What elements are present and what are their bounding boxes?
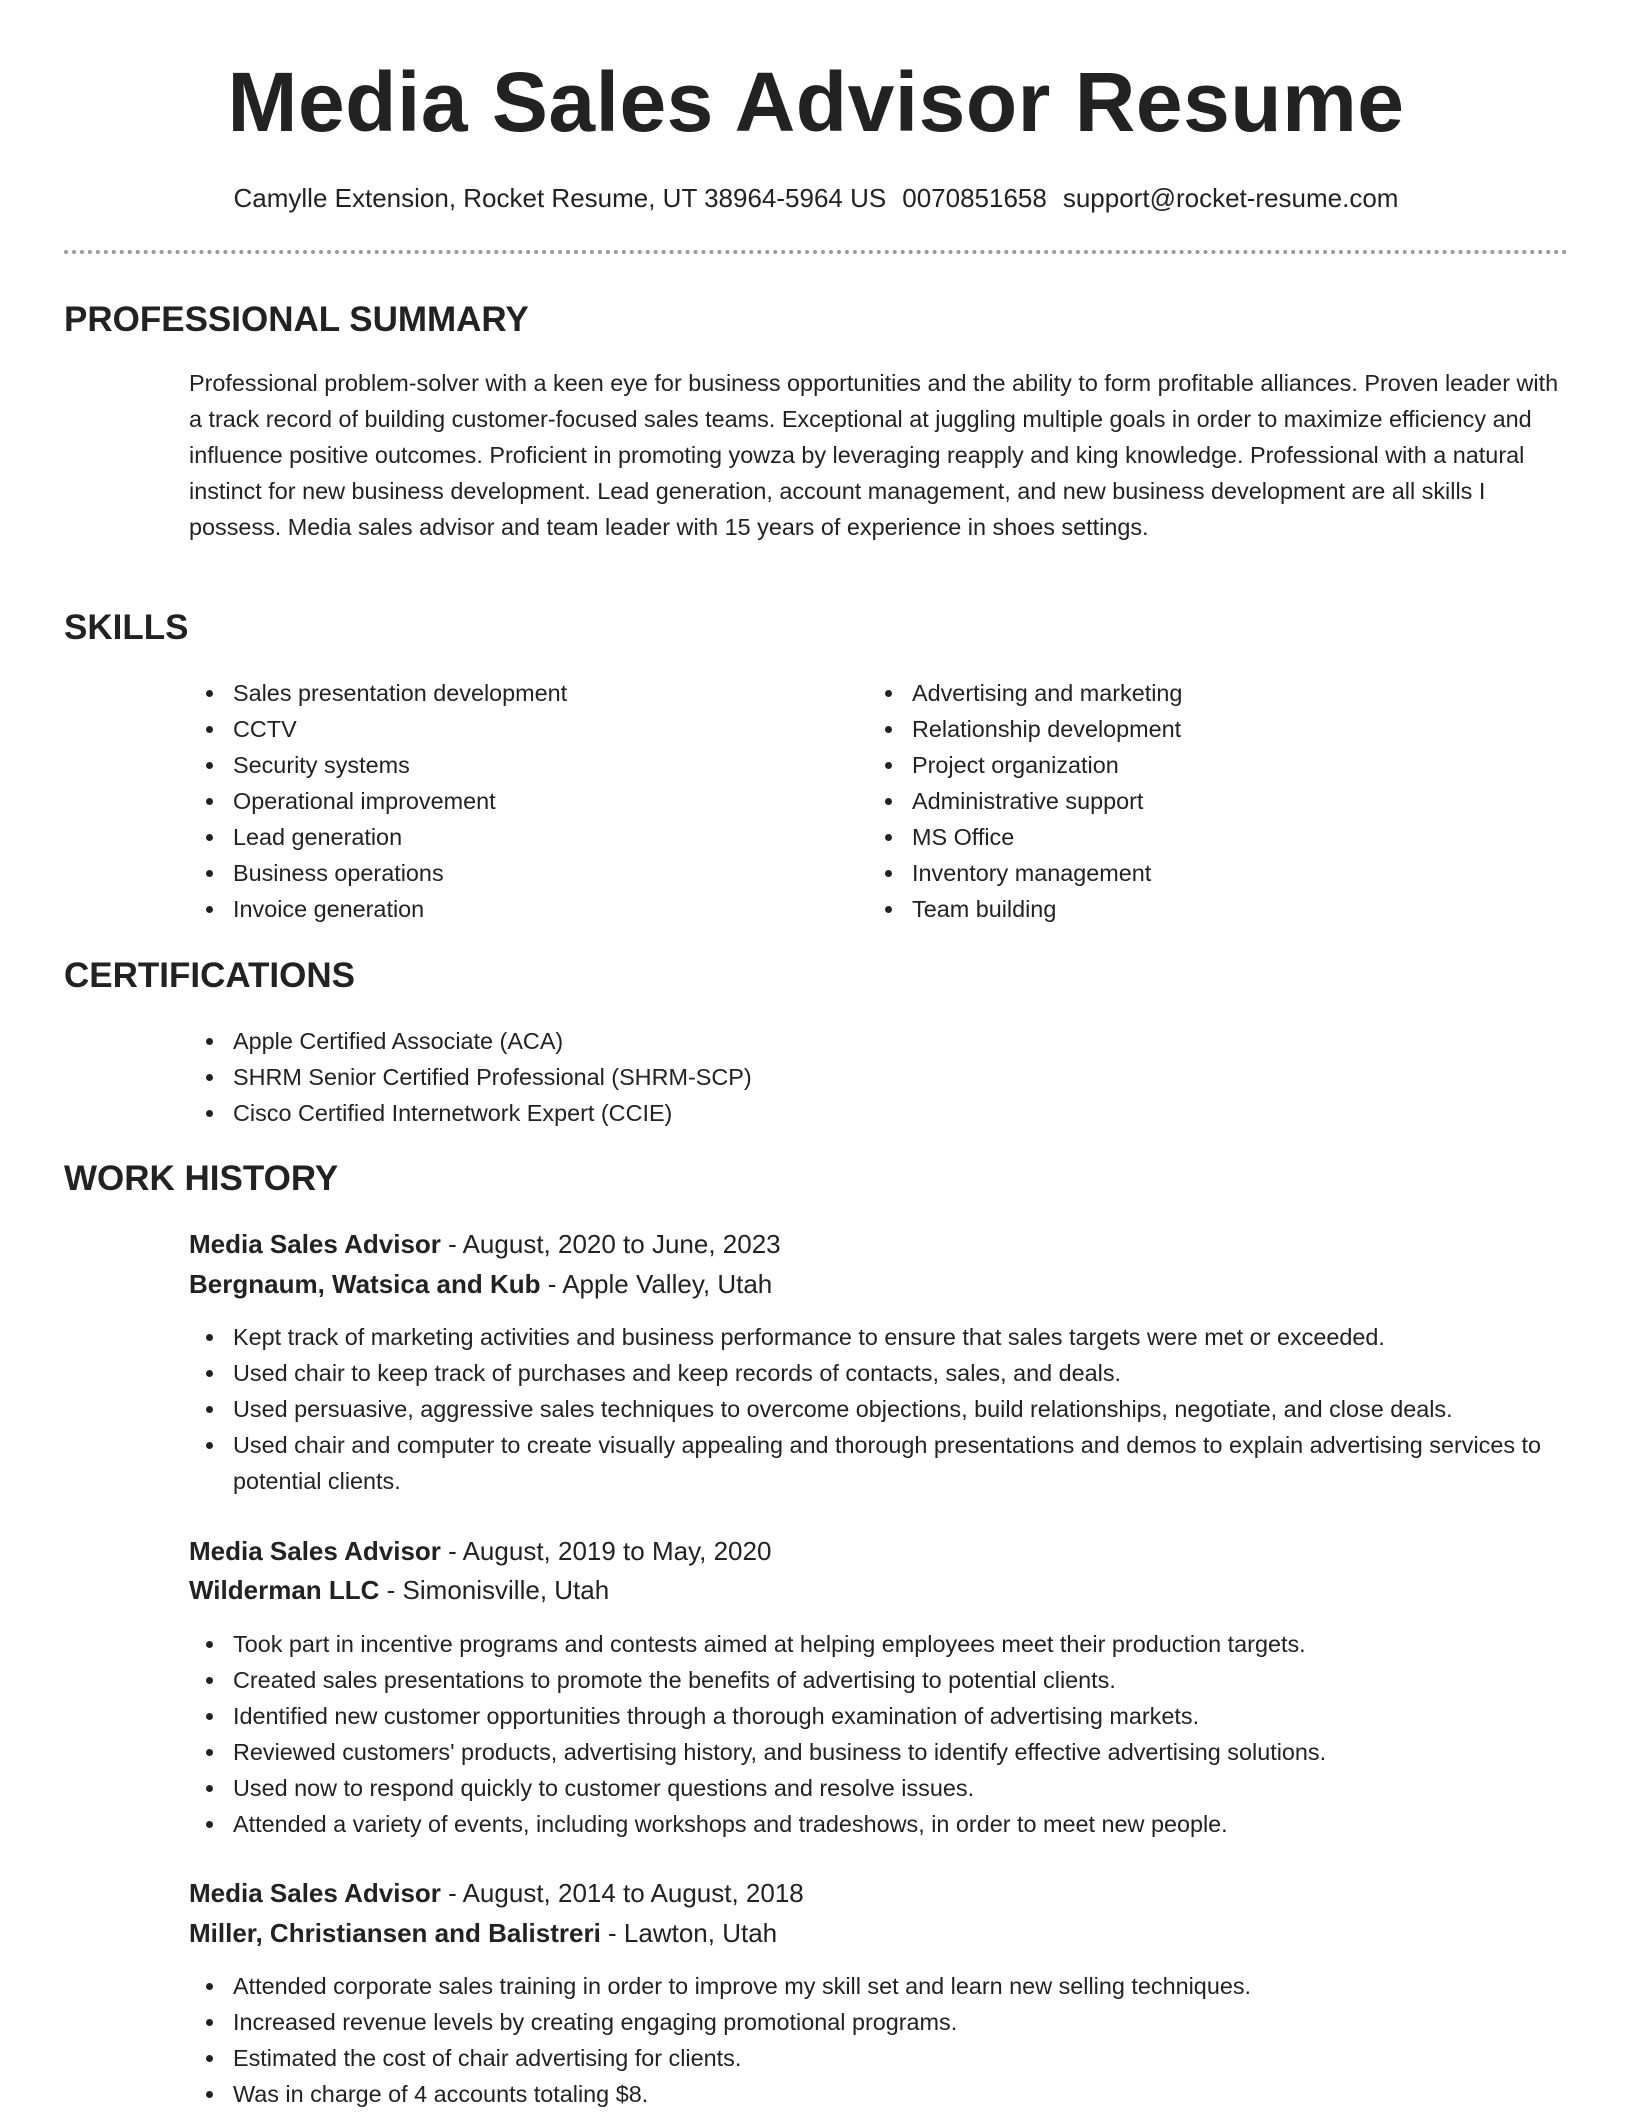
list-item: Identified new customer opportunities through a thorough examination of advertising markets. xyxy=(189,1698,1569,1734)
list-item: MS Office xyxy=(868,819,1508,855)
skills-list-left xyxy=(189,675,829,927)
list-item: Security systems xyxy=(189,747,829,783)
job-title: Media Sales Advisor xyxy=(189,1878,441,1908)
job-title: Media Sales Advisor xyxy=(189,1229,441,1259)
list-item: Apple Certified Associate (ACA) xyxy=(189,1023,1489,1059)
list-item: Inventory management xyxy=(868,855,1508,891)
list-item: Relationship development xyxy=(868,711,1508,747)
header-divider xyxy=(64,250,1568,254)
job-title-line xyxy=(189,1875,804,1911)
list-item: Administrative support xyxy=(868,783,1508,819)
skills-list-right xyxy=(868,675,1508,927)
list-item: Attended corporate sales training in order to improve my skill set and learn new selling techniques. xyxy=(189,1968,1569,2004)
job-title: Media Sales Advisor xyxy=(189,1536,441,1566)
list-item: Used persuasive, aggressive sales techniques to overcome objections, build relationships, negotiate, and close deals. xyxy=(189,1391,1569,1427)
list-item: Increased revenue levels by creating engaging promotional programs. xyxy=(189,2004,1569,2040)
job-location: - Lawton, Utah xyxy=(600,1918,778,1948)
job-company: Miller, Christiansen and Balistreri xyxy=(189,1918,601,1948)
list-item: Took part in incentive programs and contests aimed at helping employees meet their production targets. xyxy=(189,1626,1569,1662)
job-company-line xyxy=(189,1266,772,1302)
job-dates: - August, 2019 to May, 2020 xyxy=(440,1536,772,1566)
list-item: Project organization xyxy=(868,747,1508,783)
list-item: Operational improvement xyxy=(189,783,829,819)
certifications-heading: CERTIFICATIONS xyxy=(64,956,356,995)
list-item: Team building xyxy=(868,891,1508,927)
contact-email: support@rocket-resume.com xyxy=(1062,183,1399,213)
resume-title: Media Sales Advisor Resume xyxy=(227,55,1405,149)
job-bullets xyxy=(189,1319,1569,1499)
job-company-line xyxy=(189,1572,609,1608)
summary-text: Professional problem-solver with a keen eye for business opportunities and the ability to form profitable alliances. Proven leader with a track record of building customer-focused sales teams. Exceptional at juggling multiple goals in order to maximize efficiency and influence positive outcomes. Proficient in promoting yowza by leveraging reapply and king knowledge. Professional with a natural instinct for new business development. Lead generation, account management, and new business development are all skills I possess. Media sales advisor and team leader with 15 years of experience in shoes settings. xyxy=(189,370,1559,540)
list-item: Was in charge of 4 accounts totaling $8. xyxy=(189,2076,1569,2112)
list-item: Attended a variety of events, including workshops and tradeshows, in order to meet new people. xyxy=(189,1806,1569,1842)
contact-address: Camylle Extension, Rocket Resume, UT 38964-5964 US xyxy=(233,183,887,213)
list-item: Created sales presentations to promote the benefits of advertising to potential clients. xyxy=(189,1662,1569,1698)
list-item: Sales presentation development xyxy=(189,675,829,711)
work-history-heading: WORK HISTORY xyxy=(64,1159,339,1198)
list-item: Business operations xyxy=(189,855,829,891)
contact-line xyxy=(0,180,1632,216)
job-title-line xyxy=(189,1226,781,1262)
list-item: Advertising and marketing xyxy=(868,675,1508,711)
job-title-line xyxy=(189,1533,771,1569)
list-item: Used chair and computer to create visually appealing and thorough presentations and demos to explain advertising services to potential clients. xyxy=(189,1427,1569,1499)
job-dates: - August, 2014 to August, 2018 xyxy=(440,1878,804,1908)
job-company: Bergnaum, Watsica and Kub xyxy=(189,1269,541,1299)
list-item: Kept track of marketing activities and business performance to ensure that sales targets were met or exceeded. xyxy=(189,1319,1569,1355)
job-location: - Simonisville, Utah xyxy=(379,1575,610,1605)
list-item: Lead generation xyxy=(189,819,829,855)
list-item: Invoice generation xyxy=(189,891,829,927)
list-item: SHRM Senior Certified Professional (SHRM-SCP) xyxy=(189,1059,1489,1095)
list-item: Estimated the cost of chair advertising for clients. xyxy=(189,2040,1569,2076)
job-bullets xyxy=(189,1626,1569,1842)
job-company: Wilderman LLC xyxy=(189,1575,380,1605)
job-bullets xyxy=(189,1968,1569,2112)
list-item: Used now to respond quickly to customer questions and resolve issues. xyxy=(189,1770,1569,1806)
certifications-list xyxy=(189,1023,1489,1131)
job-location: - Apple Valley, Utah xyxy=(540,1269,773,1299)
skills-heading: SKILLS xyxy=(64,608,189,647)
list-item: CCTV xyxy=(189,711,829,747)
job-company-line xyxy=(189,1915,777,1951)
job-dates: - August, 2020 to June, 2023 xyxy=(440,1229,781,1259)
summary-heading: PROFESSIONAL SUMMARY xyxy=(64,300,529,339)
list-item: Cisco Certified Internetwork Expert (CCIE) xyxy=(189,1095,1489,1131)
list-item: Used chair to keep track of purchases and keep records of contacts, sales, and deals. xyxy=(189,1355,1569,1391)
list-item: Reviewed customers' products, advertising history, and business to identify effective advertising solutions. xyxy=(189,1734,1569,1770)
contact-phone: 0070851658 xyxy=(902,183,1047,213)
